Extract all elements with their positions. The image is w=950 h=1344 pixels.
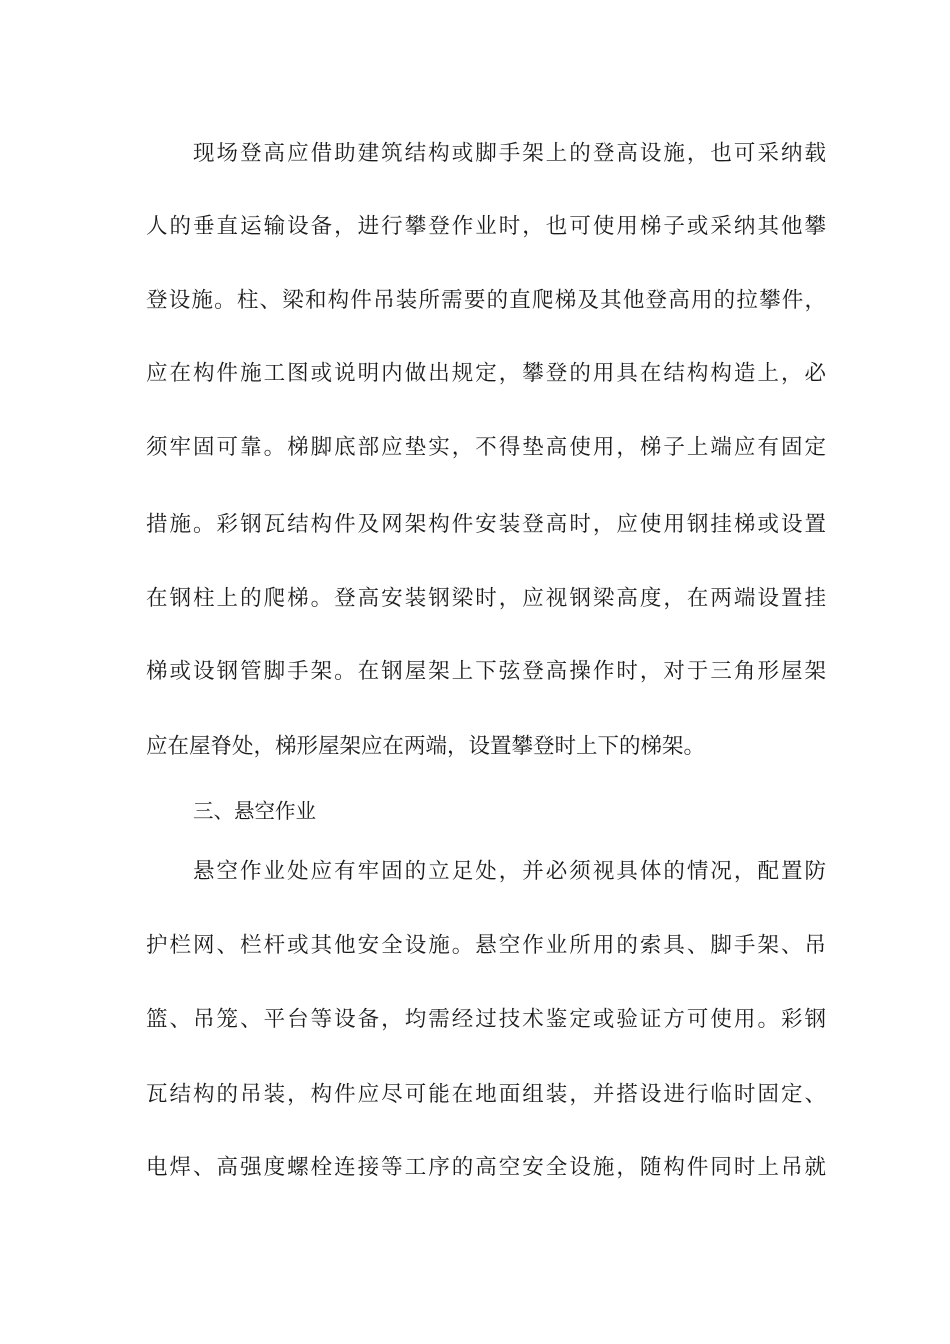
paragraph-1-line-2: 人的垂直运输设备，进行攀登作业时，也可使用梯子或采纳其他攀 [146, 214, 826, 239]
paragraph-1-line-9: 应在屋脊处，梯形屋架应在两端，设置攀登时上下的梯架。 [146, 734, 706, 759]
paragraph-2-line-3: 篮、吊笼、平台等设备，均需经过技术鉴定或验证方可使用。彩钢 [146, 1007, 826, 1032]
section-heading: 三、悬空作业 [193, 799, 316, 823]
paragraph-1-line-3: 登设施。柱、梁和构件吊装所需要的直爬梯及其他登高用的拉攀件， [146, 288, 826, 313]
paragraph-2-line-5: 电焊、高强度螺栓连接等工序的高空安全设施，随构件同时上吊就 [146, 1155, 826, 1180]
paragraph-2-line-4: 瓦结构的吊装，构件应尽可能在地面组装，并搭设进行临时固定、 [146, 1082, 826, 1107]
paragraph-2-line-2: 护栏网、栏杆或其他安全设施。悬空作业所用的索具、脚手架、吊 [146, 933, 826, 958]
paragraph-2-line-1: 悬空作业处应有牢固的立足处，并必须视具体的情况，配置防 [193, 859, 826, 884]
paragraph-1-line-4: 应在构件施工图或说明内做出规定，攀登的用具在结构构造上，必 [146, 361, 826, 386]
paragraph-1-line-6: 措施。彩钢瓦结构件及网架构件安装登高时，应使用钢挂梯或设置 [146, 512, 826, 537]
paragraph-1-line-7: 在钢柱上的爬梯。登高安装钢梁时，应视钢梁高度，在两端设置挂 [146, 586, 826, 611]
paragraph-1-line-5: 须牢固可靠。梯脚底部应垫实，不得垫高使用，梯子上端应有固定 [146, 435, 826, 460]
paragraph-1-line-8: 梯或设钢管脚手架。在钢屋架上下弦登高操作时，对于三角形屋架 [146, 659, 826, 684]
paragraph-1-line-1: 现场登高应借助建筑结构或脚手架上的登高设施，也可采纳载 [193, 141, 826, 166]
